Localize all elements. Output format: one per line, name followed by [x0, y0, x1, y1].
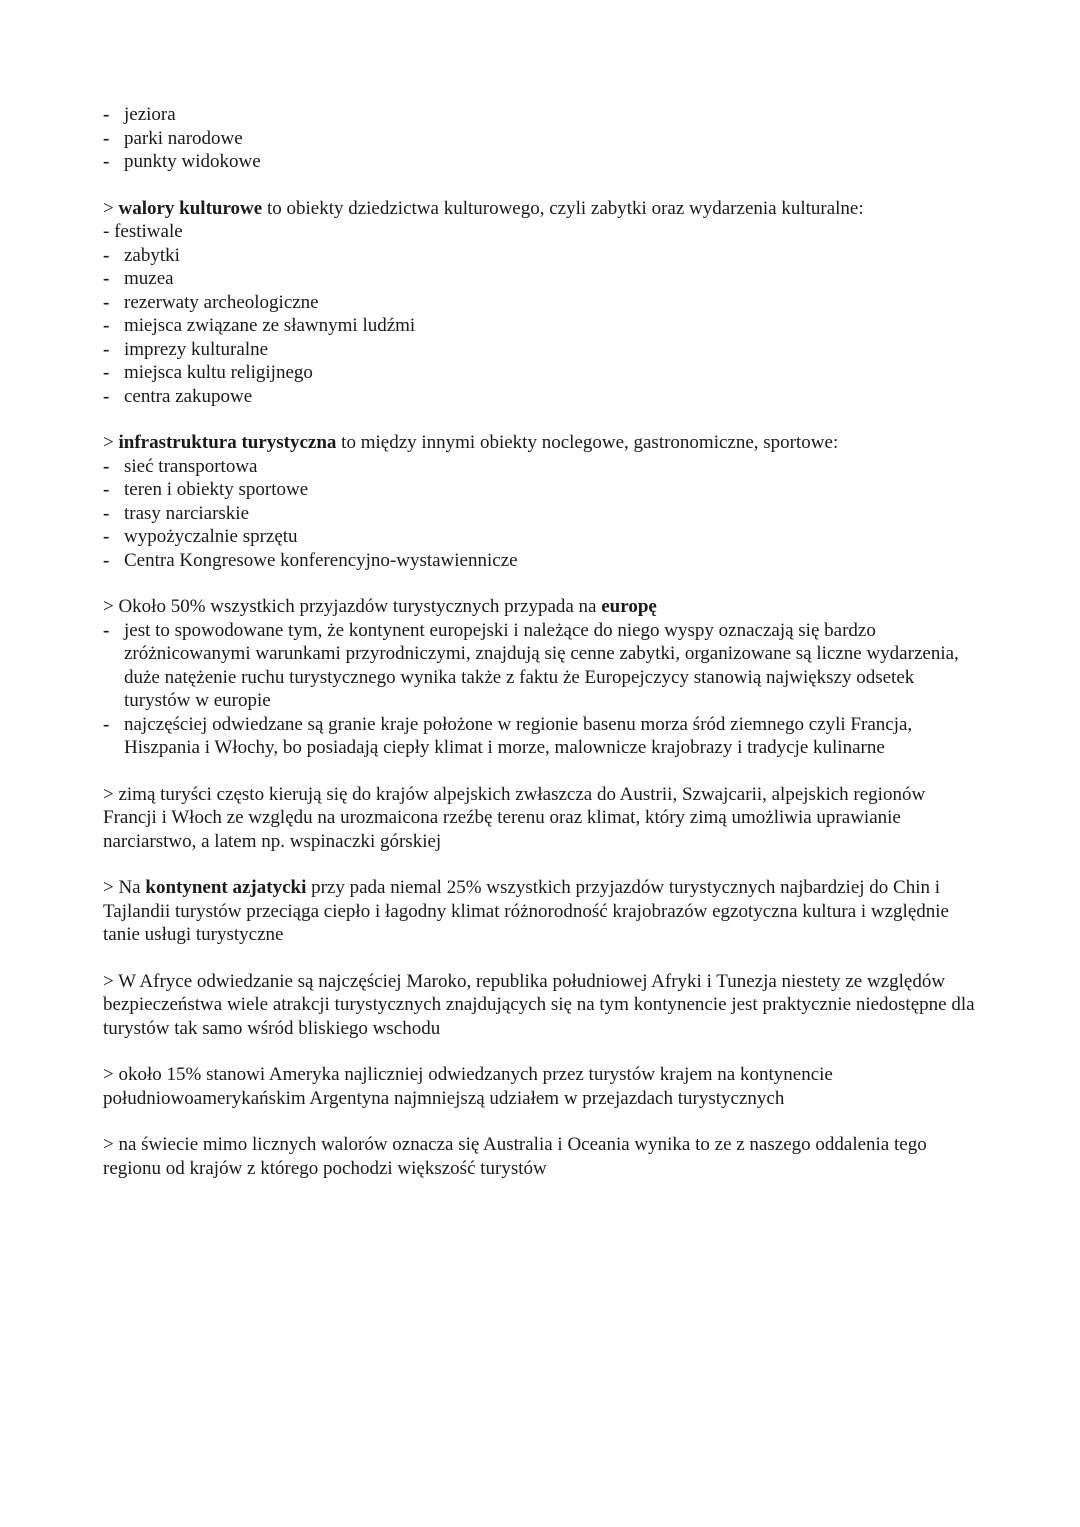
list-item: - Centra Kongresowe konferencyjno-wystawiennicze: [103, 549, 983, 573]
cultural-values-heading: [103, 197, 983, 221]
list-item: - sieć transportowa: [103, 455, 983, 479]
list-item: - centra zakupowe: [103, 385, 983, 409]
list-item: - najczęściej odwiedzane są granie kraje położone w regionie basenu morza śród ziemnego czyli Francja, Hiszpania i Włochy, bo posiadają ciepły klimat i morze, malownicze krajobrazy i tradycje kulinarne: [103, 713, 983, 760]
asia-section: [103, 876, 983, 947]
heading-rest: to między innymi obiekty noclegowe, gastronomiczne, sportowe:: [336, 432, 839, 453]
america-section: [103, 1063, 983, 1110]
africa-paragraph: > W Afryce odwiedzanie są najczęściej Maroko, republika południowej Afryki i Tunezja niestety ze względów bezpieczeństwa wiele atrakcji turystycznych znajdujących się na tym kontynencie jest praktycznie niedostępne dla turystów tak samo wśród bliskiego wschodu: [103, 970, 975, 1039]
list-item: - wypożyczalnie sprzętu: [103, 525, 983, 549]
infrastructure-heading: [103, 431, 983, 455]
bold-term: walory kulturowe: [118, 197, 263, 219]
paragraph-rest: przy pada niemal 25% wszystkich przyjazdów turystycznych najbardziej do Chin i Tajlandii turystów przeciąga ciepło i łagodny klimat różnorodność krajobrazów egzotyczna kultura i względnie tanie usługi turystyczne: [103, 877, 949, 945]
heading-rest: to obiekty dziedzictwa kulturowego, czyli zabytki oraz wydarzenia kulturalne:: [262, 197, 864, 219]
natural-features-list-block: [103, 103, 983, 174]
list-item: - rezerwaty archeologiczne: [103, 291, 983, 315]
bold-term: infrastruktura turystyczna: [118, 432, 337, 453]
australia-section: [103, 1133, 983, 1180]
list-item-plain: - festiwale: [103, 221, 183, 242]
list-item: - miejsca związane ze sławnymi ludźmi: [103, 314, 983, 338]
list-item: - trasy narciarskie: [103, 502, 983, 526]
list-item: - teren i obiekty sportowe: [103, 478, 983, 502]
cultural-values-section: [103, 197, 983, 409]
bold-term: kontynent azjatycki: [145, 877, 307, 898]
europe-heading: [103, 595, 983, 619]
europe-section: [103, 595, 983, 760]
list-item: - zabytki: [103, 244, 983, 268]
list-item: - jest to spowodowane tym, że kontynent europejski i należące do niego wyspy oznaczają się bardzo zróżnicowanymi warunkami przyrodniczymi, znajdują się cenne zabytki, organizowane są liczne wydarzenia, duże natężenie ruchu turystycznego wynika także z faktu że Europejczycy stanowią największy odsetek turystów w europie: [103, 619, 983, 713]
infrastructure-list: [103, 455, 983, 573]
winter-paragraph: > zimą turyści często kierują się do krajów alpejskich zwłaszcza do Austrii, Szwajcarii, alpejskich regionów Francji i Włoch ze względu na urozmaicona rzeźbę terenu oraz klimat, który zimą umożliwia uprawianie narciarstwo, a latem np. wspinaczki górskiej: [103, 783, 926, 852]
winter-section: [103, 783, 983, 854]
list-item: - muzea: [103, 267, 983, 291]
africa-section: [103, 970, 983, 1041]
list-item: - miejsca kultu religijnego: [103, 361, 983, 385]
bold-term: europę: [601, 596, 657, 617]
heading-prefix: > Około 50% wszystkich przyjazdów turystycznych przypada na: [103, 596, 602, 617]
list-item: - punkty widokowe: [103, 150, 983, 174]
infrastructure-section: [103, 431, 983, 572]
australia-paragraph: > na świecie mimo licznych walorów oznacza się Australia i Oceania wynika to ze z naszego oddalenia tego regionu od krajów z którego pochodzi większość turystów: [103, 1134, 927, 1179]
list-item: - jeziora: [103, 103, 983, 127]
europe-list: [103, 619, 983, 760]
paragraph-prefix: > Na: [103, 877, 146, 898]
asia-paragraph: [103, 876, 983, 947]
list-item: - imprezy kulturalne: [103, 338, 983, 362]
document-page: [103, 103, 983, 1203]
america-paragraph: > około 15% stanowi Ameryka najliczniej odwiedzanych przez turystów krajem na kontynencie południowoamerykańskim Argentyna najmniejszą udziałem w przejazdach turystycznych: [103, 1064, 833, 1109]
natural-features-list: [103, 103, 983, 174]
list-item: - parki narodowe: [103, 127, 983, 151]
heading-prefix: >: [103, 432, 119, 453]
cultural-values-list: [103, 244, 983, 409]
heading-prefix: >: [103, 197, 119, 219]
